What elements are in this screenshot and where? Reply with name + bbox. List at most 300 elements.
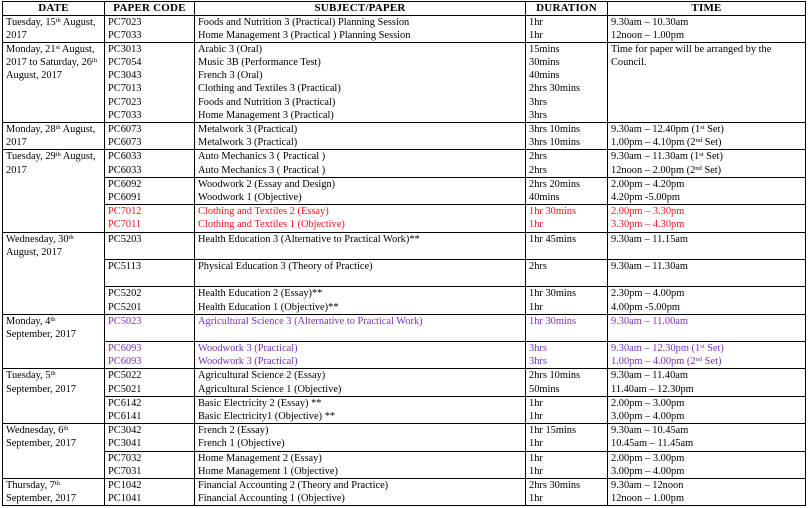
exam-date-superscript: th: [91, 57, 97, 65]
subject-paper: Woodwork 3 (Practical): [198, 343, 298, 355]
duration: 1hr: [529, 452, 543, 464]
duration-cell: [526, 369, 608, 396]
subject-paper: Basic Electricity 2 (Essay) **: [198, 397, 322, 409]
exam-time-text: 1.00pm – 4.00pm (2: [611, 356, 696, 368]
timetable-body: [3, 15, 806, 506]
duration: 30mins: [529, 57, 560, 69]
exam-time-text: 3.00pm – 4.00pm: [611, 411, 685, 422]
subject-cell: [195, 123, 526, 150]
header-paper-code: PAPER CODE: [105, 2, 195, 16]
duration: 3hrs 10mins: [529, 124, 581, 136]
header-row: [3, 2, 806, 16]
exam-time-text: 2.00pm – 3.00pm: [611, 397, 685, 409]
paper-code: PC6142: [108, 397, 142, 409]
exam-time-text: Set): [702, 356, 722, 368]
paper-code: PC3043: [108, 70, 142, 82]
subject-paper: Home Management 3 (Practical ) Planning Session: [198, 29, 411, 41]
header-duration: DURATION: [526, 2, 608, 16]
exam-time: [611, 16, 802, 29]
subject-paper: Financial Accounting 2 (Theory and Practice): [198, 479, 389, 491]
duration: 2hrs: [529, 151, 547, 163]
subject-paper: French 3 (Oral): [198, 70, 263, 82]
paper-code: PC6073: [108, 137, 142, 149]
row-spacer: [611, 273, 802, 286]
table-row: [3, 369, 806, 396]
row-spacer: [529, 246, 604, 259]
exam-date-superscript: st: [55, 43, 60, 51]
exam-time-text: 9.30am – 12.40pm (1: [611, 124, 701, 136]
time-cell: [608, 342, 806, 369]
duration: 1hr 30mins: [529, 315, 577, 327]
subject-paper: French 2 (Essay): [198, 425, 269, 437]
paper-code-cell: [105, 287, 195, 314]
exam-time: [611, 136, 802, 149]
paper-code: PC7013: [108, 83, 142, 95]
exam-date-superscript: th: [54, 479, 61, 487]
duration: 1hr: [529, 29, 543, 41]
table-row: [3, 42, 806, 122]
subject-paper: Auto Mechanics 3 ( Practical ): [198, 164, 326, 176]
subject-cell: [195, 205, 526, 232]
duration-cell: [526, 342, 608, 369]
subject-cell: [195, 287, 526, 314]
exam-time-text: 9.30am – 12.30pm (1: [611, 343, 701, 355]
exam-time-text: 9.30am – 11.30am: [611, 260, 688, 272]
subject-paper: Home Management 2 (Essay): [198, 452, 322, 464]
time-cell: [608, 314, 806, 341]
paper-code: PC6033: [108, 164, 142, 176]
paper-code-cell: [105, 232, 195, 259]
header-subject: SUBJECT/PAPER: [195, 2, 526, 16]
exam-time: [611, 218, 802, 231]
paper-code-cell: [105, 150, 195, 177]
exam-time: [611, 492, 802, 505]
exam-time-superscript: nd: [695, 356, 703, 364]
duration: 1hr: [529, 411, 543, 422]
exam-time: [611, 205, 802, 218]
exam-time: [611, 342, 802, 355]
exam-date: [3, 15, 105, 42]
exam-time-text: 4.00pm -5.00pm: [611, 301, 680, 313]
paper-code: PC6093: [108, 356, 142, 368]
subject-paper: Health Education 3 (Alternative to Practical Work)**: [198, 233, 420, 245]
exam-time: [611, 465, 802, 478]
paper-code: PC6033: [108, 151, 142, 163]
subject-paper: Agricultural Science 2 (Essay): [198, 370, 326, 382]
paper-code-cell: [105, 451, 195, 478]
exam-date-text: September, 2017: [6, 383, 76, 395]
subject-paper: Home Management 3 (Practical): [198, 109, 334, 121]
paper-code: PC7023: [108, 16, 142, 28]
exam-date-text: Tuesday, 29: [6, 151, 56, 163]
exam-time-text: 2.30pm – 4.00pm: [611, 288, 685, 300]
exam-time-text: 2.00pm – 3.00pm: [611, 452, 685, 464]
duration-cell: [526, 232, 608, 259]
exam-timetable: [2, 1, 806, 506]
exam-date-text: August, 2017: [6, 16, 96, 41]
paper-code: PC7033: [108, 109, 142, 121]
exam-time: [611, 410, 802, 423]
exam-date-text: September, 2017: [6, 493, 76, 505]
exam-time: [611, 287, 802, 300]
paper-code: PC5201: [108, 301, 142, 313]
time-cell: [608, 123, 806, 150]
exam-date-superscript: th: [50, 370, 56, 378]
duration: 3hrs: [529, 356, 547, 368]
exam-time-superscript: st: [700, 343, 705, 351]
exam-date: [3, 232, 105, 314]
duration: 40mins: [529, 70, 560, 82]
exam-date-text: Tuesday, 5: [6, 370, 51, 382]
paper-code: PC3042: [108, 425, 142, 437]
exam-time-text: Council.: [611, 57, 647, 69]
exam-time-text: Set): [702, 137, 722, 149]
exam-date: [3, 424, 105, 479]
subject-cell: [195, 451, 526, 478]
duration: 2hrs 30mins: [529, 83, 581, 95]
paper-code: PC7033: [108, 29, 142, 41]
subject-paper: Woodwork 2 (Essay and Design): [198, 178, 336, 190]
paper-code: PC6141: [108, 411, 142, 422]
exam-time: [611, 260, 802, 273]
exam-date-text: August, 2017: [6, 246, 62, 258]
duration: 1hr 30mins: [529, 206, 577, 218]
table-row: [3, 259, 806, 286]
exam-time-text: Set): [704, 124, 724, 136]
duration: 2hrs 20mins: [529, 178, 581, 190]
time-cell: [608, 42, 806, 122]
exam-time-text: 9.30am – 11.15am: [611, 233, 688, 245]
subject-paper: Clothing and Textiles 3 (Practical): [198, 83, 341, 95]
exam-date-superscript: th: [50, 315, 56, 323]
subject-cell: [195, 42, 526, 122]
exam-date-text: Tuesday, 15: [6, 16, 56, 28]
exam-time-text: 2.00pm – 4.20pm: [611, 178, 685, 190]
row-spacer: [198, 273, 522, 286]
duration-cell: [526, 205, 608, 232]
subject-cell: [195, 314, 526, 341]
exam-date-text: August, 2017: [6, 70, 62, 82]
paper-code: PC7031: [108, 465, 142, 477]
row-spacer: [108, 328, 191, 341]
exam-time: [611, 479, 802, 492]
exam-time-text: 12noon – 1.00pm: [611, 29, 685, 41]
exam-time-superscript: nd: [695, 164, 702, 172]
row-spacer: [198, 246, 522, 259]
paper-code: PC1042: [108, 479, 142, 491]
duration-cell: [526, 259, 608, 286]
exam-time-text: 9.30am – 11.40am: [611, 370, 688, 382]
time-cell: [608, 396, 806, 423]
exam-time-text: 9.30am – 11.00am: [611, 315, 688, 327]
exam-time: [611, 437, 802, 450]
time-cell: [608, 232, 806, 259]
subject-paper: Basic Electricity1 (Objective) **: [198, 411, 336, 422]
paper-code: PC6093: [108, 343, 142, 355]
time-cell: [608, 369, 806, 396]
exam-date-text: Monday, 21: [6, 43, 56, 55]
table-row: [3, 177, 806, 204]
exam-date-text: Wednesday, 30: [6, 233, 69, 245]
subject-paper: Clothing and Textiles 1 (Objective): [198, 219, 345, 231]
time-cell: [608, 287, 806, 314]
paper-code-cell: [105, 478, 195, 505]
duration: 2hrs: [529, 260, 547, 272]
paper-code: PC6091: [108, 192, 142, 203]
duration-cell: [526, 314, 608, 341]
duration: 3hrs: [529, 343, 547, 355]
exam-time: [611, 369, 802, 382]
exam-time-text: 3.00pm – 4.00pm: [611, 465, 685, 477]
subject-paper: Woodwork 3 (Practical): [198, 356, 298, 368]
time-cell: [608, 15, 806, 42]
duration: 50mins: [529, 383, 560, 395]
table-row: [3, 205, 806, 232]
duration-cell: [526, 177, 608, 204]
time-cell: [608, 478, 806, 505]
exam-time: [611, 150, 802, 163]
exam-time: [611, 355, 802, 368]
duration: 1hr 15mins: [529, 425, 577, 437]
paper-code-cell: [105, 342, 195, 369]
exam-date: [3, 478, 105, 505]
duration-cell: [526, 42, 608, 122]
time-cell: [608, 205, 806, 232]
exam-time-text: 9.30am – 11.30am (1: [611, 151, 700, 163]
exam-date-text: Monday, 4: [6, 315, 51, 327]
paper-code: PC3041: [108, 438, 142, 450]
paper-code: PC7011: [108, 219, 142, 231]
subject-paper: Auto Mechanics 3 ( Practical ): [198, 151, 326, 163]
paper-code: PC7054: [108, 57, 142, 69]
subject-paper: Health Education 1 (Objective)**: [198, 301, 339, 313]
subject-paper: Music 3B (Performance Test): [198, 57, 321, 69]
exam-time-text: Set): [701, 164, 722, 176]
duration: 1hr 45mins: [529, 233, 577, 245]
subject-paper: Foods and Nutrition 3 (Practical) Planning Session: [198, 16, 410, 28]
exam-time-text: 3.30pm – 4.30pm: [611, 219, 685, 231]
duration-cell: [526, 451, 608, 478]
paper-code-cell: [105, 259, 195, 286]
subject-cell: [195, 15, 526, 42]
subject-cell: [195, 396, 526, 423]
paper-code: PC6092: [108, 178, 142, 190]
row-spacer: [611, 246, 802, 259]
exam-date: [3, 150, 105, 232]
paper-code: PC5202: [108, 288, 142, 300]
duration: 1hr: [529, 219, 543, 231]
exam-date-text: August, 2017: [6, 124, 96, 149]
exam-time: [611, 315, 802, 328]
exam-time-text: Set): [703, 151, 723, 163]
paper-code: PC1041: [108, 493, 142, 505]
exam-time-text: 9.30am – 12noon: [611, 479, 684, 491]
paper-code-cell: [105, 314, 195, 341]
table-row: [3, 15, 806, 42]
duration: 1hr: [529, 16, 543, 28]
exam-time: [611, 56, 802, 69]
subject-cell: [195, 150, 526, 177]
table-row: [3, 451, 806, 478]
paper-code-cell: [105, 396, 195, 423]
paper-code-cell: [105, 205, 195, 232]
exam-date-superscript: th: [55, 16, 61, 24]
duration: 1hr 30mins: [529, 288, 577, 300]
exam-date-superscript: th: [55, 151, 61, 159]
exam-time-text: 12noon – 1.00pm: [611, 493, 685, 505]
exam-time-text: 9.30am – 10.45am: [611, 425, 689, 437]
exam-time: [611, 383, 802, 396]
row-spacer: [529, 273, 604, 286]
exam-date-text: September, 2017: [6, 438, 76, 450]
table-row: [3, 287, 806, 314]
exam-time-text: 9.30am – 10.30am: [611, 16, 689, 28]
paper-code: PC7023: [108, 96, 142, 108]
exam-time: [611, 164, 802, 177]
duration-cell: [526, 478, 608, 505]
exam-time: [611, 191, 802, 204]
exam-time-superscript: nd: [695, 137, 703, 145]
duration-cell: [526, 424, 608, 451]
exam-date-superscript: th: [68, 233, 74, 241]
subject-cell: [195, 259, 526, 286]
paper-code: PC5113: [108, 260, 142, 272]
exam-date-text: August, 2017: [6, 151, 96, 176]
exam-time-text: 4.20pm -5.00pm: [611, 192, 680, 203]
exam-date-text: Thursday, 7: [6, 479, 55, 491]
exam-date: [3, 123, 105, 150]
duration: 15mins: [529, 43, 560, 55]
table-row: [3, 123, 806, 150]
duration-cell: [526, 287, 608, 314]
subject-paper: Physical Education 3 (Theory of Practice): [198, 260, 373, 272]
exam-time-superscript: st: [699, 151, 704, 159]
time-cell: [608, 150, 806, 177]
row-spacer: [529, 328, 604, 341]
paper-code: PC6073: [108, 124, 142, 136]
exam-date-superscript: th: [55, 124, 61, 132]
subject-cell: [195, 424, 526, 451]
subject-paper: Agricultural Science 3 (Alternative to Practical Work): [198, 315, 423, 327]
duration: 1hr: [529, 438, 543, 450]
paper-code-cell: [105, 424, 195, 451]
paper-code: PC7012: [108, 206, 142, 218]
paper-code-cell: [105, 42, 195, 122]
duration: 40mins: [529, 192, 560, 203]
subject-paper: Metalwork 3 (Practical): [198, 124, 298, 136]
table-row: [3, 478, 806, 505]
exam-date: [3, 314, 105, 369]
paper-code: PC5203: [108, 233, 142, 245]
time-cell: [608, 451, 806, 478]
exam-date-text: Monday, 28: [6, 124, 56, 136]
exam-date-text: Wednesday, 6: [6, 425, 64, 437]
duration: 2hrs 10mins: [529, 370, 581, 382]
subject-paper: Arabic 3 (Oral): [198, 43, 263, 55]
exam-time: [611, 301, 802, 314]
exam-time: [611, 43, 802, 56]
table-row: [3, 342, 806, 369]
exam-time: [611, 178, 802, 191]
paper-code-cell: [105, 15, 195, 42]
subject-paper: Financial Accounting 1 (Objective): [198, 493, 345, 505]
subject-cell: [195, 342, 526, 369]
duration: 3hrs: [529, 96, 547, 108]
subject-paper: Foods and Nutrition 3 (Practical): [198, 96, 336, 108]
paper-code: PC5021: [108, 383, 142, 395]
duration-cell: [526, 150, 608, 177]
exam-time-text: 12noon – 2.00pm (2: [611, 164, 696, 176]
exam-date: [3, 42, 105, 122]
exam-time: [611, 29, 802, 42]
exam-time: [611, 233, 802, 246]
paper-code: PC3013: [108, 43, 142, 55]
duration-cell: [526, 15, 608, 42]
table-row: [3, 232, 806, 259]
duration: 1hr: [529, 493, 543, 505]
paper-code-cell: [105, 123, 195, 150]
duration-cell: [526, 123, 608, 150]
paper-code-cell: [105, 177, 195, 204]
subject-paper: Woodwork 1 (Objective): [198, 192, 302, 203]
exam-time-text: Time for paper will be arranged by the: [611, 43, 772, 55]
time-cell: [608, 424, 806, 451]
exam-time: [611, 424, 802, 437]
exam-date-superscript: th: [63, 425, 69, 433]
duration: 3hrs: [529, 109, 547, 121]
paper-code: PC7032: [108, 452, 142, 464]
exam-date-text: September, 2017: [6, 328, 76, 340]
subject-cell: [195, 478, 526, 505]
duration-cell: [526, 396, 608, 423]
table-row: [3, 396, 806, 423]
row-spacer: [611, 328, 802, 341]
subject-paper: Agricultural Science 1 (Objective): [198, 383, 342, 395]
subject-paper: Clothing and Textiles 2 (Essay): [198, 206, 329, 218]
paper-code-cell: [105, 369, 195, 396]
table-row: [3, 424, 806, 451]
subject-paper: Home Management 1 (Objective): [198, 465, 338, 477]
exam-time: [611, 452, 802, 465]
exam-time-text: 2.00pm – 3.30pm: [611, 206, 685, 218]
subject-paper: French 1 (Objective): [198, 438, 285, 450]
duration: 1hr: [529, 397, 543, 409]
duration: 1hr: [529, 465, 543, 477]
row-spacer: [108, 273, 191, 286]
header-time: TIME: [608, 2, 806, 16]
row-spacer: [198, 328, 522, 341]
subject-cell: [195, 232, 526, 259]
duration: 1hr: [529, 301, 543, 313]
row-spacer: [108, 246, 191, 259]
exam-time-text: 11.40am – 12.30pm: [611, 383, 694, 395]
duration: 3hrs 10mins: [529, 137, 581, 149]
subject-paper: Metalwork 3 (Practical): [198, 137, 298, 149]
time-cell: [608, 177, 806, 204]
paper-code: PC5022: [108, 370, 142, 382]
table-row: [3, 314, 806, 341]
exam-time: [611, 123, 802, 136]
exam-date: [3, 369, 105, 424]
exam-time-superscript: st: [700, 124, 705, 132]
exam-time-text: Set): [704, 343, 724, 355]
duration: 2hrs 30mins: [529, 479, 581, 491]
exam-date-text: August, 2017 to Saturday, 26: [6, 43, 95, 69]
header-date: DATE: [3, 2, 105, 16]
duration: 2hrs: [529, 164, 547, 176]
time-cell: [608, 259, 806, 286]
paper-code: PC5023: [108, 315, 142, 327]
